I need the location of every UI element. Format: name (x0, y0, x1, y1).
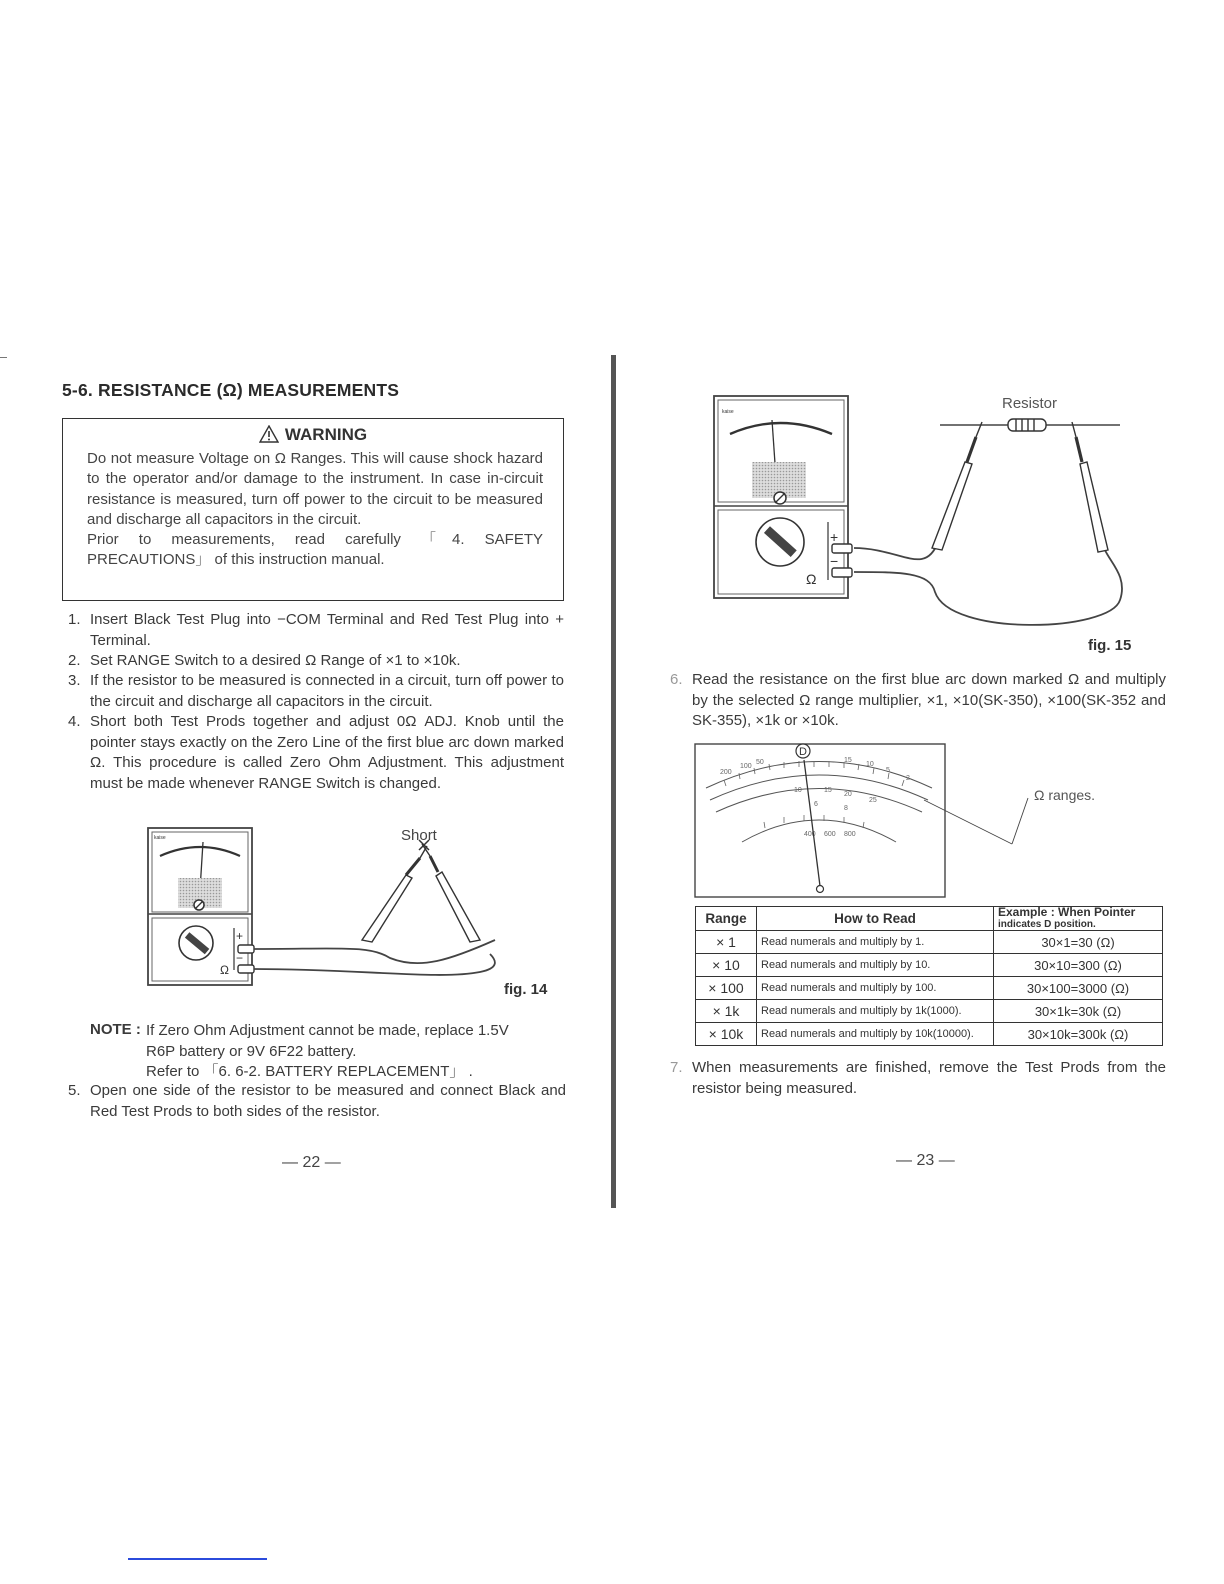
range-table (695, 906, 1163, 1046)
col-header-how-to-read: How to Read (757, 907, 994, 931)
svg-text:5: 5 (886, 767, 890, 774)
example-cell: 30×1k=30k (Ω) (994, 1000, 1163, 1023)
short-label: Short (401, 827, 437, 844)
how-to-read-cell: Read numerals and multiply by 1. (757, 931, 994, 954)
plus-terminal-label: + (236, 929, 244, 943)
svg-text:6: 6 (814, 801, 818, 808)
minus-terminal-label: − (830, 553, 839, 569)
step-number: 5. (68, 1082, 81, 1099)
test-leads (854, 422, 1122, 625)
step-number: 7. (670, 1059, 683, 1076)
test-leads (254, 840, 495, 975)
book-spine (611, 355, 616, 1208)
section-heading: 5-6. RESISTANCE (Ω) MEASUREMENTS (62, 380, 400, 400)
step-number: 2. (68, 652, 81, 669)
svg-text:15: 15 (824, 787, 832, 794)
page-number-left: — 22 — (282, 1154, 341, 1171)
svg-text:400: 400 (804, 831, 816, 838)
meter-brand: kaise (722, 409, 734, 415)
step-text: When measurements are finished, remove the Test Prods from the resistor being measured. (692, 1059, 1166, 1097)
step-text: Set RANGE Switch to a desired Ω Range of ×1 to ×10k. (90, 652, 461, 669)
range-cell: × 100 (696, 977, 757, 1000)
svg-text:800: 800 (844, 831, 856, 838)
step-number: 1. (68, 611, 81, 628)
table-row (696, 1000, 1163, 1023)
warning-body (87, 449, 543, 571)
col-header-example-line1: Example : When Pointer (998, 905, 1136, 919)
col-header-example (994, 907, 1163, 931)
range-cell: × 1 (696, 931, 757, 954)
example-cell: 30×1=30 (Ω) (994, 931, 1163, 954)
svg-text:20: 20 (844, 791, 852, 798)
omega-label: Ω (806, 571, 817, 587)
svg-text:25: 25 (869, 797, 877, 804)
note-label (90, 1020, 141, 1041)
step-number: 3. (68, 672, 81, 689)
omega-label: Ω (220, 963, 229, 977)
how-to-read-cell: Read numerals and multiply by 10k(10000). (757, 1023, 994, 1046)
how-to-read-cell: Read numerals and multiply by 100. (757, 977, 994, 1000)
example-cell: 30×100=3000 (Ω) (994, 977, 1163, 1000)
page-number-right: — 23 — (896, 1152, 955, 1169)
note-line-2: R6P battery or 9V 6F22 battery. (146, 1043, 357, 1060)
pointer-mark-d: D (799, 746, 807, 758)
step-number: 6. (670, 671, 683, 688)
note-line-1: If Zero Ohm Adjustment cannot be made, replace 1.5V (146, 1022, 509, 1039)
warning-title-row (63, 425, 563, 448)
resistor-symbol (1008, 419, 1046, 431)
svg-text:8: 8 (844, 805, 848, 812)
svg-text:10: 10 (866, 761, 874, 768)
svg-text:600: 600 (824, 831, 836, 838)
svg-text:200: 200 (720, 769, 732, 776)
resistor-label: Resistor (1002, 395, 1058, 412)
table-row (696, 954, 1163, 977)
example-cell: 30×10=300 (Ω) (994, 954, 1163, 977)
svg-text:10: 10 (794, 787, 802, 794)
warning-title: WARNING (284, 425, 368, 444)
table-row (696, 977, 1163, 1000)
range-cell: × 10k (696, 1023, 757, 1046)
range-cell: × 10 (696, 954, 757, 977)
how-to-read-cell: Read numerals and multiply by 1k(1000). (757, 1000, 994, 1023)
step-1 (68, 610, 564, 651)
warning-text-prior: Prior to measurements, read carefully 「4. SAFETY PRECAUTIONS」 of this instruction manual. (87, 531, 543, 569)
step-2 (68, 651, 564, 672)
range-cell: × 1k (696, 1000, 757, 1023)
step-number: 4. (68, 713, 81, 730)
warning-box (62, 418, 564, 601)
meter-scale-illustration (694, 740, 1124, 900)
step-6 (670, 670, 1166, 732)
table-header-row (696, 907, 1163, 931)
minus-terminal-label: − (236, 951, 244, 965)
step-text: If the resistor to be measured is connected in a circuit, turn off power to the circuit and discharge all capacitors in the circuit. (90, 672, 564, 710)
how-to-read-cell: Read numerals and multiply by 10. (757, 954, 994, 977)
step-text: Insert Black Test Plug into −COM Terminal and Red Test Plug into + Terminal. (90, 611, 564, 649)
step-4 (68, 712, 564, 794)
example-cell: 30×10k=300k (Ω) (994, 1023, 1163, 1046)
note-line-3: Refer to 「6. 6-2. BATTERY REPLACEMENT」 . (146, 1063, 473, 1080)
resistor-circuit (940, 419, 1120, 431)
edge-mark (0, 357, 7, 358)
omega-ranges-callout: Ω ranges. (1034, 787, 1096, 803)
figure-15-illustration (710, 392, 1130, 642)
step-7 (670, 1058, 1166, 1099)
col-header-range: Range (696, 907, 757, 931)
warning-text: Do not measure Voltage on Ω Ranges. This will cause shock hazard to the operator and/or damage to the instrument. In case in-circuit resistance is measured, turn off power to the circuit to be measured and discharge all capacitors in the circuit. (87, 450, 543, 528)
svg-text:2: 2 (906, 775, 910, 782)
step-5 (68, 1081, 566, 1122)
table-row (696, 1023, 1163, 1046)
fig-14-caption: fig. 14 (504, 981, 548, 998)
step-text: Read the resistance on the first blue arc down marked Ω and multiply by the selected Ω range multiplier, ×1, ×10(SK-350), ×100(SK-352 and SK-355), ×1k or ×10k. (692, 671, 1166, 729)
svg-text:15: 15 (844, 757, 852, 764)
fig-15-caption: fig. 15 (1088, 637, 1132, 654)
scan-artifact-line (128, 1558, 267, 1560)
meter-brand: kaise (154, 835, 166, 841)
step-text: Short both Test Prods together and adjust 0Ω ADJ. Knob until the pointer stays exactly on the Zero Line of the first blue arc down marked Ω. This procedure is called Zero Ohm Adjustment. This adjustment must be made whenever RANGE Switch is changed. (90, 713, 564, 792)
svg-text:50: 50 (756, 759, 764, 766)
col-header-example-line2: indicates D position. (998, 919, 1096, 930)
step-3 (68, 671, 564, 712)
plus-terminal-label: + (830, 529, 839, 545)
warning-triangle-icon (259, 425, 279, 448)
table-row (696, 931, 1163, 954)
note-label-text: NOTE : (90, 1021, 141, 1038)
step-text: Open one side of the resistor to be measured and connect Black and Red Test Prods to both sides of the resistor. (90, 1082, 566, 1120)
svg-text:100: 100 (740, 763, 752, 770)
